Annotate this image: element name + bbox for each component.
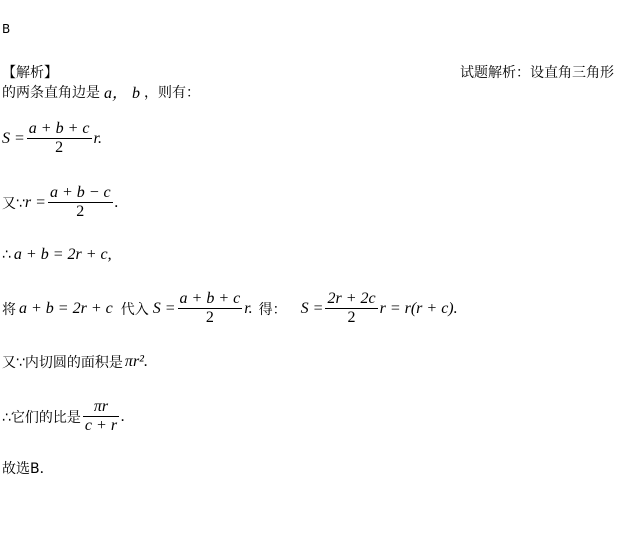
eq1-lhs: S = bbox=[2, 129, 25, 147]
eq1-tail: r. bbox=[93, 129, 102, 147]
eq6-tail: . bbox=[121, 407, 126, 425]
eq6-text: ∴它们的比是 bbox=[2, 409, 81, 426]
eq4-expr1: a + b = 2r + c bbox=[19, 299, 113, 317]
eq4-de: 得： bbox=[258, 301, 287, 318]
equation-radius bbox=[2, 184, 119, 221]
eq4-mid: 代入 bbox=[120, 301, 149, 318]
eq2-fraction bbox=[48, 184, 113, 221]
intro-vars: a， b bbox=[104, 85, 141, 102]
eq1-fraction bbox=[27, 120, 92, 157]
answer-letter: B bbox=[2, 22, 11, 36]
eq3-expr: a + b = 2r + c, bbox=[13, 246, 112, 263]
eq2-lhs: r = bbox=[24, 193, 46, 211]
analysis-intro-right: 试题解析：设直角三角形 bbox=[460, 65, 614, 81]
eq2-denominator: 2 bbox=[76, 203, 85, 220]
eq4-fraction2 bbox=[325, 290, 377, 327]
eq4-lhs: S = bbox=[152, 299, 176, 317]
eq2-prefix: 又∵ bbox=[2, 195, 25, 212]
intro-text-a: 的两条直角边是 bbox=[2, 84, 100, 101]
equation-area bbox=[2, 120, 102, 157]
equation-sum bbox=[2, 246, 112, 264]
eq4-prefix: 将 bbox=[2, 301, 16, 318]
eq4-fraction1 bbox=[178, 290, 243, 327]
conclusion-text: 故选B． bbox=[2, 461, 54, 477]
eq5-text: 又∵内切圆的面积是 bbox=[2, 355, 123, 371]
eq4-tail1: r. bbox=[244, 299, 253, 317]
eq6-fraction bbox=[83, 398, 119, 435]
eq5-expr: πr². bbox=[124, 353, 148, 370]
analysis-intro-line2 bbox=[2, 80, 200, 103]
eq2-tail: . bbox=[114, 193, 119, 211]
eq4-numerator2: 2r + 2c bbox=[327, 290, 376, 307]
equation-circle-area bbox=[2, 352, 148, 372]
eq3-prefix: ∴ bbox=[2, 247, 11, 263]
equation-substitution bbox=[2, 290, 458, 327]
equation-ratio bbox=[2, 398, 125, 435]
intro-text-b: ，则有： bbox=[144, 84, 201, 101]
eq1-denominator: 2 bbox=[55, 139, 64, 156]
eq4-denominator2: 2 bbox=[347, 309, 356, 326]
eq6-denominator: c + r bbox=[84, 417, 118, 434]
eq4-denominator1: 2 bbox=[205, 309, 214, 326]
eq6-numerator: πr bbox=[83, 398, 119, 417]
analysis-heading: 【解析】 bbox=[2, 65, 58, 81]
eq2-numerator: a + b − c bbox=[49, 184, 111, 201]
eq4-lhs2: S = bbox=[300, 299, 324, 317]
eq1-numerator: a + b + c bbox=[28, 120, 90, 137]
eq4-numerator1: a + b + c bbox=[179, 290, 241, 307]
eq4-tail2: r = r(r + c). bbox=[379, 299, 458, 317]
